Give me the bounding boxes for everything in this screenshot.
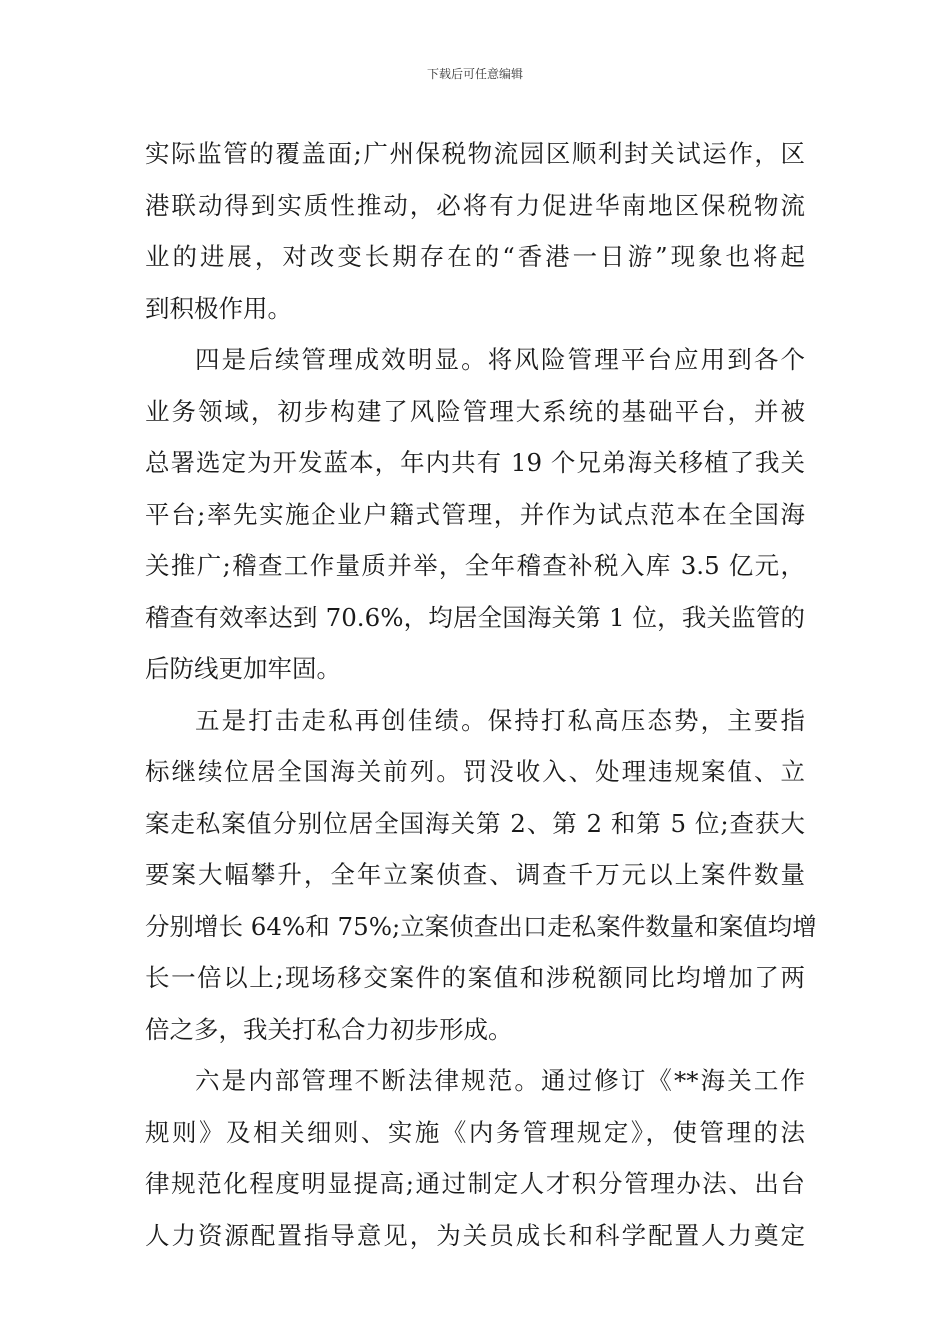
text-line: 五是打击走私再创佳绩。保持打私高压态势，主要指: [195, 705, 805, 735]
text-line: 律规范化程度明显提高;通过制定人才积分管理办法、出台: [145, 1169, 805, 1198]
text-line: 四是后续管理成效明显。将风险管理平台应用到各个: [195, 345, 805, 374]
paragraph-six: [145, 1055, 805, 1261]
page-header: 下载后可任意编辑: [426, 67, 523, 81]
body-text: [145, 128, 817, 1261]
text-line: 倍之多，我关打私合力初步形成。: [145, 1014, 513, 1044]
paragraph-four: [145, 334, 805, 695]
text-line: 到积极作用。: [145, 293, 292, 323]
text-line: 业的进展，对改变长期存在的“香港一日游”现象也将起: [145, 242, 805, 271]
text-line: 案走私案值分别位居全国海关第 2、第 2 和第 5 位;查获大: [145, 808, 805, 838]
text-line: 总署选定为开发蓝本，年内共有 19 个兄弟海关移植了我关: [145, 448, 805, 477]
text-line: 后防线更加牢固。: [145, 654, 341, 683]
text-line: 稽查有效率达到 70.6%，均居全国海关第 1 位，我关监管的: [145, 602, 805, 632]
text-line: 标继续位居全国海关前列。罚没收入、处理违规案值、立: [145, 757, 805, 786]
paragraph-five: [145, 695, 817, 1056]
text-line: 规则》及相关细则、实施《内务管理规定》，使管理的法: [145, 1117, 805, 1147]
paragraph-continuation: [145, 128, 805, 334]
text-line: 六是内部管理不断法律规范。通过修订《**海关工作: [195, 1066, 805, 1095]
text-line: 业务领域，初步构建了风险管理大系统的基础平台，并被: [145, 396, 805, 426]
text-line: 关推广;稽查工作量质并举，全年稽查补税入库 3.5 亿元，: [145, 551, 805, 580]
text-line: 港联动得到实质性推动，必将有力促进华南地区保税物流: [145, 190, 805, 220]
text-line: 人力资源配置指导意见，为关员成长和科学配置人力奠定: [145, 1220, 805, 1250]
text-line: 要案大幅攀升，全年立案侦查、调查千万元以上案件数量: [145, 860, 805, 889]
text-line: 平台;率先实施企业户籍式管理，并作为试点范本在全国海: [145, 499, 805, 529]
text-line: 实际监管的覆盖面;广州保税物流园区顺利封关试运作，区: [145, 139, 805, 168]
text-line: 长一倍以上;现场移交案件的案值和涉税额同比均增加了两: [145, 963, 805, 992]
text-line: 分别增长 64%和 75%;立案侦查出口走私案件数量和案值均增: [145, 911, 817, 941]
